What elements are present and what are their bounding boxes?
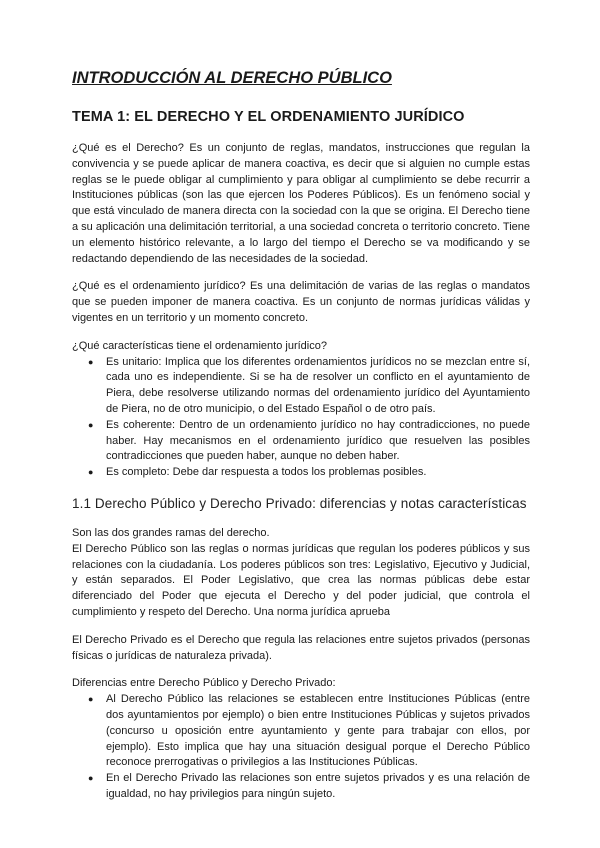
bullet-icon: ● [88, 356, 94, 367]
section-heading-1-1: 1.1 Derecho Público y Derecho Privado: diferencias y notas características [72, 495, 527, 511]
caracteristicas-list [72, 355, 530, 481]
bullet-icon: ● [88, 773, 94, 784]
paragraph-diferencias-intro: Diferencias entre Derecho Público y Derecho Privado: [72, 677, 336, 690]
bullet-icon: ● [88, 694, 94, 705]
list-item-text: Es coherente: Dentro de un ordenamiento jurídico no hay contradicciones, no puede haber. Hay mecanismos en el ordenamiento jurídico que resuelven las posibles contradicciones que pueden haber, aunque no deben haber. [106, 418, 530, 463]
paragraph-que-es-derecho: ¿Qué es el Derecho? Es un conjunto de reglas, mandatos, instrucciones que regulan la convivencia y se puede aplicar de manera coactiva, es decir que si alguien no cumple estas reglas se le puede obligar al cumplimiento y para obligar al cumplimiento se debe recurrir a Instituciones públicas (son las que ejercen los Poderes Públicos). Es un fenómeno social y que está vinculado de manera directa con la sociedad con la que se origina. El Derecho tiene a su aplicación una delimitación territorial, a una sociedad concreta o territorio concreto. Tiene un elemento histórico relevante, a lo largo del tiempo el Derecho se va modificando y se redactando dependiendo de las necesidades de la sociedad. [72, 142, 530, 265]
bullet-icon: ● [88, 419, 94, 430]
paragraph-derecho-privado: El Derecho Privado es el Derecho que regula las relaciones entre sujetos privados (personas físicas o jurídicas de naturaleza privada). [72, 633, 530, 662]
list-item [88, 692, 530, 771]
list-item-text: En el Derecho Privado las relaciones son entre sujetos privados y es una relación de igualdad, no hay privilegios para ningún sujeto. [106, 772, 530, 800]
paragraph-derecho-publico: El Derecho Público son las reglas o normas jurídicas que regulan los poderes públicos y sus relaciones con la ciudadanía. Los poderes públicos son tres: Legislativo, Ejecutivo y Judicial, y están separados. El Poder Legislativo, que crea las normas públicas debe estar diferenciado del Poder que ejecuta el Derecho y del poder judicial, que controla el cumplimiento y respeto del Derecho. Una norma jurídica aprueba [72, 542, 530, 618]
list-item [88, 355, 530, 418]
list-item-text: Al Derecho Público las relaciones se establecen entre Instituciones Públicas (entre dos ayuntamientos por ejemplo) o bien entre Instituciones Públicas y sujetos privados (concurso u oposición entre ayuntamiento y gente para trabajar con ellos, por ejemplo). Esto implica que hay una situación desigual porque el Derecho Público reconoce prerrogativas o privilegios a las Instituciones Públicas. [106, 693, 530, 769]
paragraph-caracteristicas-intro: ¿Qué características tiene el ordenamiento jurídico? [72, 339, 327, 352]
list-item [88, 465, 530, 481]
paragraph-ramas: Son las dos grandes ramas del derecho. [72, 526, 270, 539]
list-item [88, 418, 530, 465]
tema-heading: TEMA 1: EL DERECHO Y EL ORDENAMIENTO JURÍDICO [72, 109, 465, 125]
list-item-text: Es unitario: Implica que los diferentes ordenamientos jurídicos no se mezclan entre sí, cada uno es independiente. Si se ha de resolver un conflicto en el ayuntamiento de Piera, debe resolverse utilizando normas del ordenamiento jurídico del Ayuntamiento de Piera, no de otro municipio, o del Estado Español o de otro país. [106, 355, 530, 415]
diferencias-list [72, 692, 530, 803]
list-item-text: Es completo: Debe dar respuesta a todos los problemas posibles. [106, 466, 427, 479]
list-item [88, 771, 530, 803]
paragraph-ordenamiento: ¿Qué es el ordenamiento jurídico? Es una delimitación de varias de las reglas o mandatos que se pueden imponer de manera coactiva. Es un conjunto de normas jurídicas válidas y vigentes en un territorio y un momento concreto. [72, 280, 530, 324]
bullet-icon: ● [88, 467, 94, 478]
document-title: INTRODUCCIÓN AL DERECHO PÚBLICO [72, 69, 392, 87]
